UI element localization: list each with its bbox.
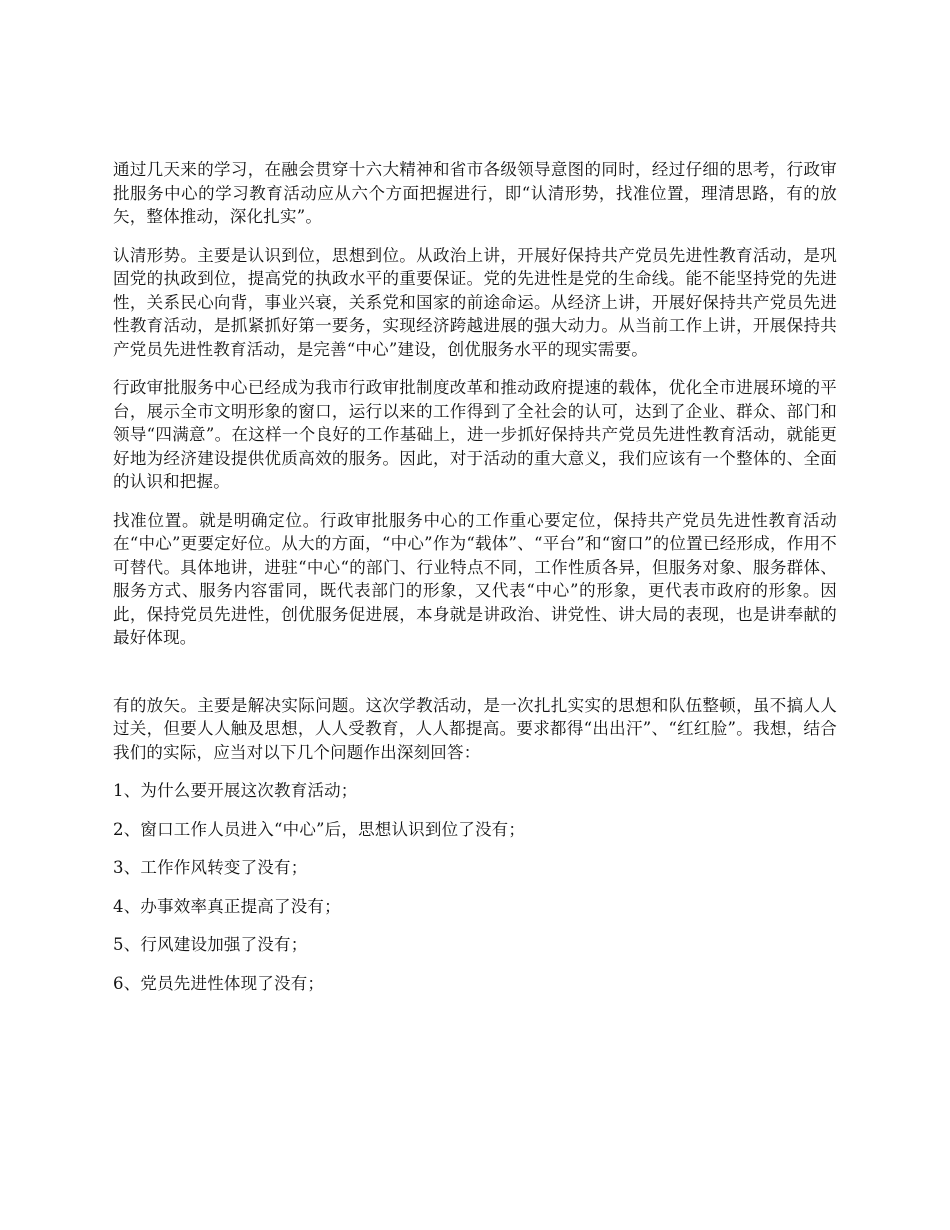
paragraph-spacer [113,665,837,694]
list-item: 4、办事效率真正提高了没有； [113,896,341,916]
list-item: 5、行风建设加强了没有； [113,935,308,954]
list-item: 3、工作作风转变了没有； [113,858,308,877]
list-item: 2、窗口工作人员进入“中心”后，思想认识到位了没有； [113,819,526,839]
document-body [113,158,837,1010]
paragraph-intro: 通过几天来的学习，在融会贯穿十六大精神和省市各级领导意图的同时，经过仔细的思考，行政审批服务中心的学习教育活动应从六个方面把握进行，即“认清形势，找准位置，理清思路，有的放矢，整体推动，深化扎实”。 [113,160,837,226]
paragraph-situation: 认清形势。主要是认识到位，思想到位。从政治上讲，开展好保持共产党员先进性教育活动，是巩固党的执政到位，提高党的执政水平的重要保证。党的先进性是党的生命线。能不能坚持党的先进性，关系民心向背，事业兴衰，关系党和国家的前途命运。从经济上讲，开展好保持共产党员先进性教育活动，是抓紧抓好第一要务，实现经济跨越进展的强大动力。从当前工作上讲，开展保持共产党员先进性教育活动，是完善“中心”建设，创优服务水平的现实需要。 [113,245,837,359]
question-list [113,779,837,995]
list-item: 6、党员先进性体现了没有； [113,973,325,993]
paragraph-targeted: 有的放矢。主要是解决实际问题。这次学教活动，是一次扎扎实实的思想和队伍整顿，虽不搞人人过关，但要人人触及思想，人人受教育，人人都提高。要求都得“出出汗”、“红红脸”。我想，结合我们的实际，应当对以下几个问题作出深刻回答： [113,695,837,762]
list-item: 1、为什么要开展这次教育活动； [113,781,358,800]
paragraph-positioning: 找准位置。就是明确定位。行政审批服务中心的工作重心要定位，保持共产党员先进性教育活动在“中心”更要定好位。从大的方面，“中心”作为“载体”、“平台”和“窗口”的位置已经形成，作用不可替代。具体地讲，进驻“中心“的部门、行业特点不同，工作性质各异，但服务对象、服务群体、服务方式、服务内容雷同，既代表部门的形象，又代表“中心”的形象，更代表市政府的形象。因此，保持党员先进性，创优服务促进展，本身就是讲政治、讲党性、讲大局的表现，也是讲奉献的最好体现。 [113,510,837,647]
paragraph-center-role: 行政审批服务中心已经成为我市行政审批制度改革和推动政府提速的载体，优化全市进展环境的平台，展示全市文明形象的窗口，运行以来的工作得到了全社会的认可，达到了企业、群众、部门和领导“四满意”。在这样一个良好的工作基础上，进一步抓好保持共产党员先进性教育活动，就能更好地为经济建设提供优质高效的服务。因此，对于活动的重大意义，我们应该有一个整体的、全面的认识和把握。 [113,378,837,491]
